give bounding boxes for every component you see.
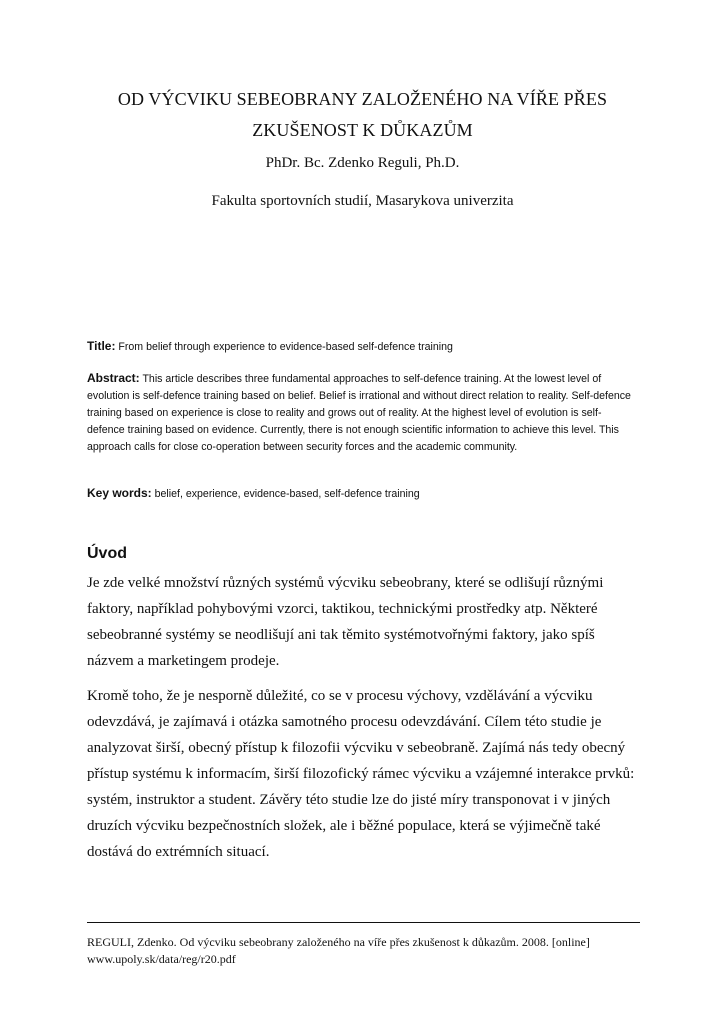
footer-divider	[87, 922, 640, 923]
english-keywords	[87, 485, 637, 503]
footer-citation: REGULI, Zdenko. Od výcviku sebeobrany založeného na víře přes zkušenost k důkazům. 2008. [online] www.upoly.sk/data/reg/r20.pdf	[87, 935, 590, 966]
intro-paragraph-1: Je zde velké množství různých systémů výcviku sebeobrany, které se odlišují různými faktory, například pohybovými vzorci, taktikou, technickými prostředky atp. Některé sebeobranné systémy se neodlišují ani tak těmito systémotvořnými faktory, jako spíš názvem a marketingem prodeje.	[87, 575, 604, 669]
abstract-text: This article describes three fundamental approaches to self-defence training. At the lowest level of evolution is self-defence training based on belief. Belief is irrational and without direct relation to reality. Self-defence training based on experience is close to reality and grows out of reality. At the highest level of evolution is self-defence training based on evidence. Currently, there is not enough scientific information to achieve this level. This approach calls for close co-operation between security forces and the academic community.	[87, 373, 631, 453]
section-heading-intro: Úvod	[87, 545, 127, 562]
english-abstract	[87, 370, 637, 456]
author-affiliation: Fakulta sportovních studií, Masarykova univerzita	[211, 193, 514, 209]
document-title	[80, 84, 645, 146]
intro-paragraph-2: Kromě toho, že je nesporně důležité, co se v procesu výchovy, vzdělávání a výcviku odevzdává, je zajímavá i otázka samotného procesu odevzdávání. Cílem této studie je analyzovat širší, obecný přístup k filozofii výcviku v sebeobraně. Zajímá nás tedy obecný přístup systému k informacím, širší filozofický rámec výcviku a vzájemné interakce prvků: systém, instruktor a student. Závěry této studie lze do jisté míry transponovat i v jiných druzích výcviku bezpečnostních složek, ale i běžné populace, která se výjimečně také dostává do extrémních situací.	[87, 688, 635, 860]
english-title-label: Title:	[87, 339, 116, 353]
keywords-text: belief, experience, evidence-based, self-defence training	[154, 488, 420, 500]
document-title-line-2: ZKUŠENOST K DŮKAZŮM	[252, 120, 473, 140]
document-title-line-1: OD VÝCVIKU SEBEOBRANY ZALOŽENÉHO NA VÍŘE PŘES	[117, 89, 608, 109]
abstract-label: Abstract:	[87, 371, 140, 385]
english-title-text: From belief through experience to evidence-based self-defence training	[118, 341, 453, 353]
author-name: PhDr. Bc. Zdenko Reguli, Ph.D.	[265, 155, 460, 171]
keywords-label: Key words:	[87, 486, 152, 500]
english-title	[87, 338, 637, 356]
